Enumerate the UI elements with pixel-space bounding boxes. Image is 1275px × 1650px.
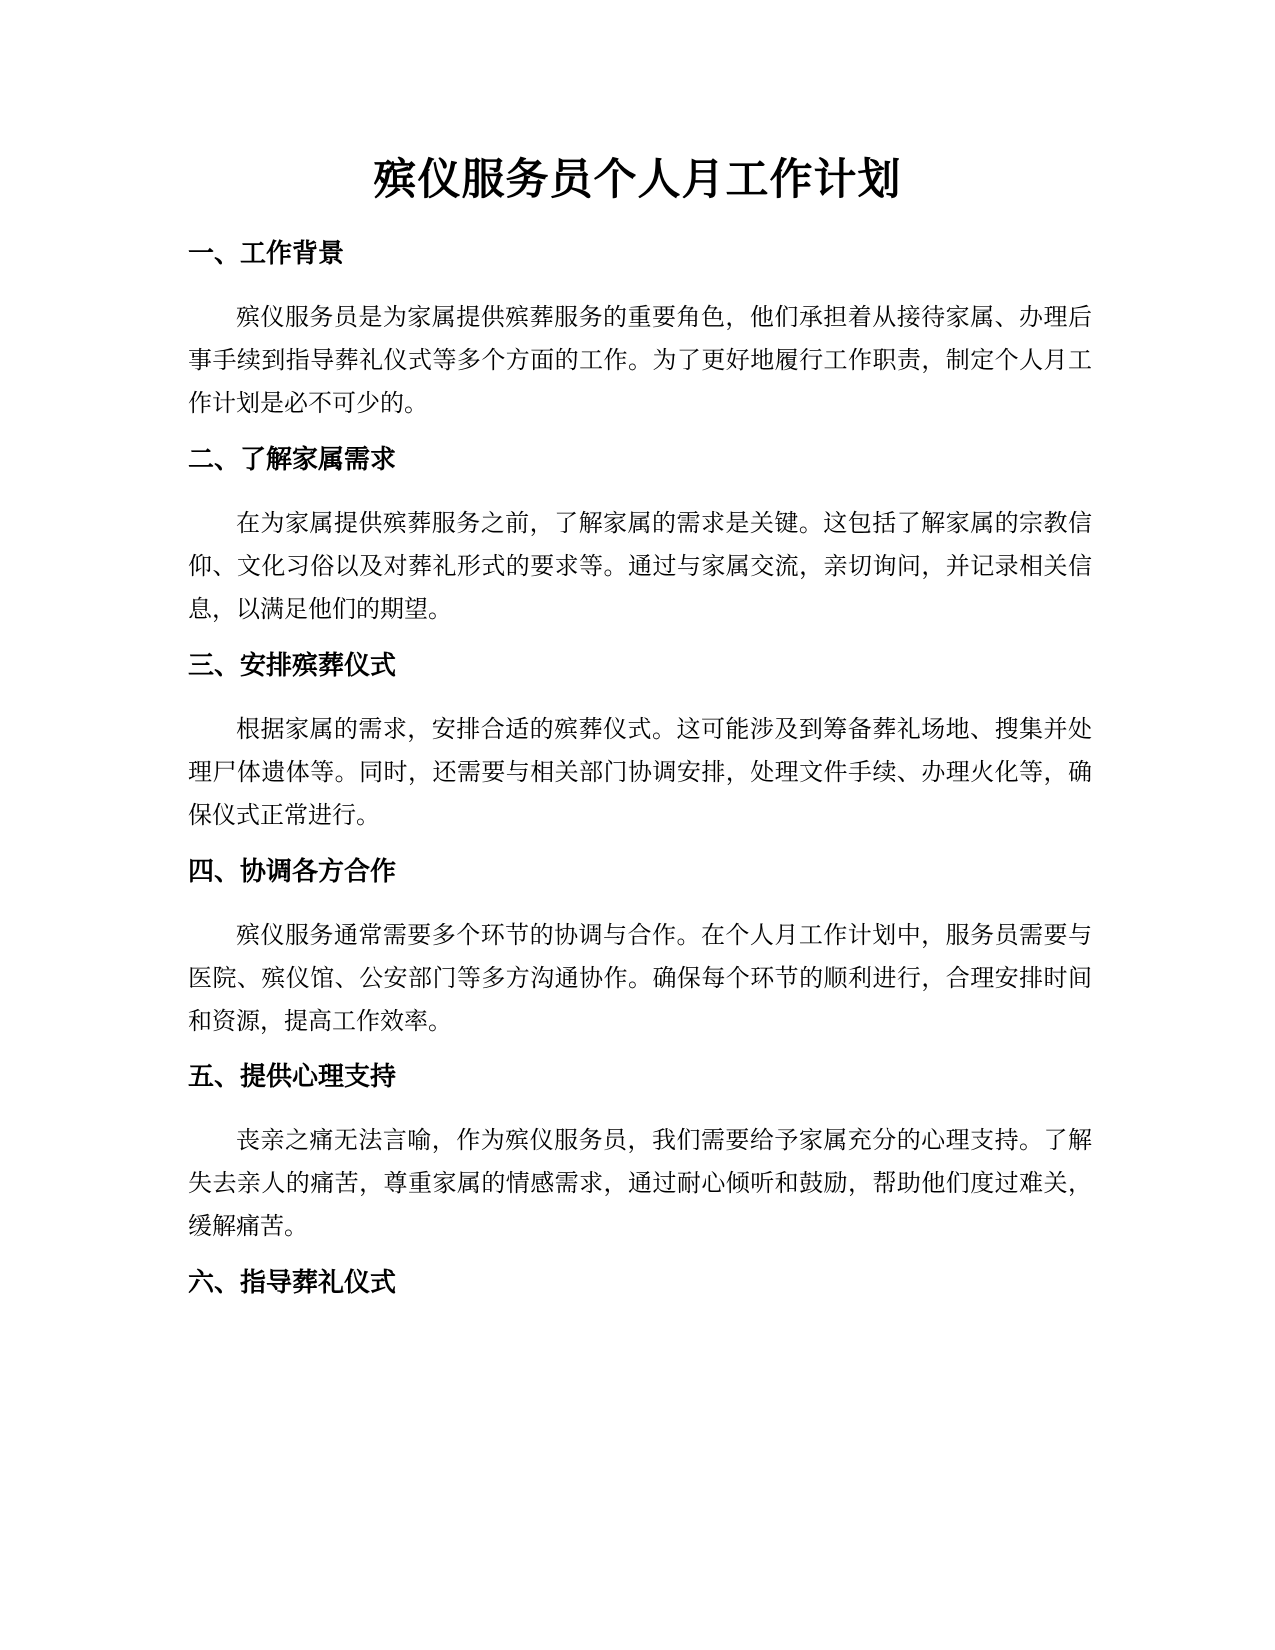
section-heading-background: 一、工作背景 [188,239,345,269]
section-heading-family-needs: 二、了解家属需求 [188,445,397,475]
section-heading-psych-support: 五、提供心理支持 [188,1062,397,1092]
document-title: 殡仪服务员个人月工作计划 [373,155,902,205]
section-body-psych-support: 丧亲之痛无法言喻，作为殡仪服务员，我们需要给予家属充分的心理支持。了解失去亲人的痛苦，尊重家属的情感需求，通过耐心倾听和鼓励，帮助他们度过难关，缓解痛苦。 [188,1126,1092,1240]
section-body-arrange-ceremony: 根据家属的需求，安排合适的殡葬仪式。这可能涉及到筹备葬礼场地、搜集并处理尸体遗体等。同时，还需要与相关部门协调安排，处理文件手续、办理火化等，确保仪式正常进行。 [188,715,1092,829]
section-body-coordination: 殡仪服务通常需要多个环节的协调与合作。在个人月工作计划中，服务员需要与医院、殡仪馆、公安部门等多方沟通协作。确保每个环节的顺利进行，合理安排时间和资源，提高工作效率。 [188,921,1092,1035]
section-heading-guide-ceremony: 六、指导葬礼仪式 [188,1268,397,1298]
section-body-background: 殡仪服务员是为家属提供殡葬服务的重要角色，他们承担着从接待家属、办理后事手续到指导葬礼仪式等多个方面的工作。为了更好地履行工作职责，制定个人月工作计划是必不可少的。 [188,303,1092,417]
section-heading-arrange-ceremony: 三、安排殡葬仪式 [188,651,397,681]
section-heading-coordination: 四、协调各方合作 [188,857,397,887]
section-body-family-needs: 在为家属提供殡葬服务之前，了解家属的需求是关键。这包括了解家属的宗教信仰、文化习俗以及对葬礼形式的要求等。通过与家属交流，亲切询问，并记录相关信息，以满足他们的期望。 [188,509,1092,623]
